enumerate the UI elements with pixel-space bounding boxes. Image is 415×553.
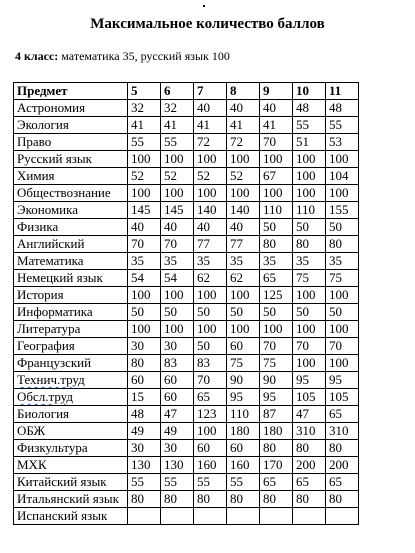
- subject-cell: [14, 508, 128, 525]
- score-cell: 70: [161, 236, 194, 253]
- score-cell: 110: [260, 202, 293, 219]
- score-cell: 47: [293, 406, 326, 423]
- score-cell: 100: [128, 321, 161, 338]
- score-cell: 50: [194, 304, 227, 321]
- score-cell: 50: [326, 304, 359, 321]
- score-cell: 60: [227, 338, 260, 355]
- score-cell: 40: [227, 219, 260, 236]
- table-row: [14, 389, 359, 406]
- score-cell: [194, 508, 227, 525]
- header-subject: Предмет: [14, 83, 128, 100]
- score-cell: 52: [227, 168, 260, 185]
- score-cell: 32: [128, 100, 161, 117]
- max-scores-table: [13, 82, 359, 525]
- score-cell: 100: [326, 151, 359, 168]
- score-cell: 77: [227, 236, 260, 253]
- score-cell: 100: [128, 151, 161, 168]
- table-row: [14, 355, 359, 372]
- score-cell: 80: [161, 491, 194, 508]
- score-cell: 160: [194, 457, 227, 474]
- subject-cell: [14, 134, 128, 151]
- score-cell: 54: [161, 270, 194, 287]
- score-cell: 70: [326, 338, 359, 355]
- header-grade-6: 6: [161, 83, 194, 100]
- score-cell: 67: [260, 168, 293, 185]
- score-cell: 51: [293, 134, 326, 151]
- score-cell: 310: [326, 423, 359, 440]
- table-row: [14, 508, 359, 525]
- score-cell: 60: [161, 389, 194, 406]
- score-cell: 65: [326, 406, 359, 423]
- score-cell: 80: [326, 491, 359, 508]
- subject-name: Испанский язык: [17, 508, 108, 523]
- header-grade-8: 8: [227, 83, 260, 100]
- score-cell: 62: [194, 270, 227, 287]
- score-cell: 100: [293, 151, 326, 168]
- score-cell: 50: [194, 338, 227, 355]
- score-cell: 35: [326, 253, 359, 270]
- score-cell: 41: [128, 117, 161, 134]
- score-cell: 104: [326, 168, 359, 185]
- score-cell: [326, 508, 359, 525]
- score-cell: 50: [260, 304, 293, 321]
- table-header-row: [14, 83, 359, 100]
- subject-cell: [14, 321, 128, 338]
- subject-cell: [14, 474, 128, 491]
- score-cell: 55: [128, 474, 161, 491]
- score-cell: 83: [161, 355, 194, 372]
- score-cell: 75: [293, 270, 326, 287]
- score-cell: 41: [161, 117, 194, 134]
- table-row: [14, 457, 359, 474]
- score-cell: 80: [326, 236, 359, 253]
- score-cell: 310: [293, 423, 326, 440]
- subject-name: Химия: [17, 168, 55, 183]
- subject-cell: [14, 338, 128, 355]
- header-grade-9: 9: [260, 83, 293, 100]
- subject-cell: [14, 287, 128, 304]
- score-cell: 145: [161, 202, 194, 219]
- score-cell: 35: [293, 253, 326, 270]
- score-cell: 155: [326, 202, 359, 219]
- score-cell: 100: [161, 151, 194, 168]
- subject-cell: [14, 304, 128, 321]
- subject-name: Информатика: [17, 304, 93, 319]
- score-cell: 70: [293, 338, 326, 355]
- header-grade-10: 10: [293, 83, 326, 100]
- score-cell: 65: [260, 474, 293, 491]
- subject-name: Физика: [17, 219, 59, 234]
- subject-name: Обсл.труд: [17, 389, 73, 404]
- score-cell: 180: [260, 423, 293, 440]
- subject-cell: [14, 355, 128, 372]
- subject-cell: [14, 457, 128, 474]
- table-row: [14, 304, 359, 321]
- score-cell: [293, 508, 326, 525]
- score-cell: 55: [326, 117, 359, 134]
- score-cell: 55: [227, 474, 260, 491]
- score-cell: 55: [293, 117, 326, 134]
- table-row: [14, 338, 359, 355]
- score-cell: 100: [293, 168, 326, 185]
- score-cell: 75: [326, 270, 359, 287]
- score-cell: 95: [227, 389, 260, 406]
- score-cell: 100: [161, 185, 194, 202]
- subject-cell: [14, 406, 128, 423]
- subject-name: Английский: [17, 236, 85, 251]
- score-cell: 55: [194, 474, 227, 491]
- subject-name: Русский язык: [17, 151, 92, 166]
- score-cell: 35: [194, 253, 227, 270]
- table-row: [14, 474, 359, 491]
- score-cell: 54: [128, 270, 161, 287]
- subject-cell: [14, 270, 128, 287]
- table-row: [14, 185, 359, 202]
- subject-name: Итальянский язык: [17, 491, 119, 506]
- score-cell: 105: [326, 389, 359, 406]
- score-cell: 60: [128, 372, 161, 389]
- score-cell: 52: [161, 168, 194, 185]
- score-cell: 65: [326, 474, 359, 491]
- score-cell: 105: [293, 389, 326, 406]
- table-body: [14, 100, 359, 525]
- score-cell: 30: [161, 338, 194, 355]
- score-cell: 100: [194, 423, 227, 440]
- page-title: Максимальное количество баллов: [90, 16, 325, 32]
- score-cell: 50: [293, 304, 326, 321]
- grade-4-text: математика 35, русский язык 100: [58, 49, 230, 63]
- score-cell: 80: [227, 491, 260, 508]
- score-cell: 90: [260, 372, 293, 389]
- score-cell: [227, 508, 260, 525]
- score-cell: 30: [128, 440, 161, 457]
- score-cell: 130: [128, 457, 161, 474]
- subject-cell: [14, 372, 128, 389]
- subject-cell: [14, 100, 128, 117]
- score-cell: 125: [260, 287, 293, 304]
- score-cell: 65: [194, 389, 227, 406]
- table-row: [14, 236, 359, 253]
- table-row: [14, 151, 359, 168]
- score-cell: 95: [326, 372, 359, 389]
- subject-cell: [14, 440, 128, 457]
- score-cell: 70: [128, 236, 161, 253]
- score-cell: [128, 508, 161, 525]
- score-cell: 40: [227, 100, 260, 117]
- score-cell: 70: [260, 338, 293, 355]
- score-cell: 80: [128, 355, 161, 372]
- subject-name: Астрономия: [17, 100, 86, 115]
- score-cell: 55: [128, 134, 161, 151]
- score-cell: 75: [260, 355, 293, 372]
- score-cell: 100: [194, 287, 227, 304]
- subject-name: Математика: [17, 253, 84, 268]
- score-cell: 77: [194, 236, 227, 253]
- score-cell: 50: [128, 304, 161, 321]
- score-cell: 80: [260, 440, 293, 457]
- grade-4-label: 4 класс:: [15, 49, 59, 63]
- subject-cell: [14, 389, 128, 406]
- score-cell: 60: [161, 372, 194, 389]
- score-cell: 100: [326, 321, 359, 338]
- subject-cell: [14, 168, 128, 185]
- score-cell: 140: [227, 202, 260, 219]
- table-row: [14, 406, 359, 423]
- score-cell: 55: [161, 134, 194, 151]
- table-row: [14, 134, 359, 151]
- subject-name: Китайский язык: [17, 474, 107, 489]
- header-grade-7: 7: [194, 83, 227, 100]
- score-cell: 100: [260, 151, 293, 168]
- score-cell: 140: [194, 202, 227, 219]
- subject-name: ОБЖ: [17, 423, 46, 438]
- header-grade-5: 5: [128, 83, 161, 100]
- score-cell: 100: [293, 355, 326, 372]
- score-cell: 123: [194, 406, 227, 423]
- score-cell: 60: [227, 440, 260, 457]
- score-cell: 48: [293, 100, 326, 117]
- score-cell: 80: [326, 440, 359, 457]
- score-cell: 53: [326, 134, 359, 151]
- score-cell: 35: [260, 253, 293, 270]
- score-cell: 100: [227, 287, 260, 304]
- score-cell: 52: [128, 168, 161, 185]
- score-cell: 100: [128, 185, 161, 202]
- score-cell: 110: [227, 406, 260, 423]
- subject-cell: [14, 236, 128, 253]
- subject-name: География: [17, 338, 75, 353]
- table-row: [14, 219, 359, 236]
- subject-name: История: [17, 287, 64, 302]
- subject-name: Экономика: [17, 202, 79, 217]
- subject-name: МХК: [17, 457, 47, 472]
- score-cell: 35: [161, 253, 194, 270]
- score-cell: 80: [260, 236, 293, 253]
- table-row: [14, 287, 359, 304]
- subject-cell: [14, 491, 128, 508]
- score-cell: 65: [293, 474, 326, 491]
- score-cell: 100: [260, 321, 293, 338]
- score-cell: 80: [128, 491, 161, 508]
- score-cell: 100: [128, 287, 161, 304]
- score-cell: 55: [161, 474, 194, 491]
- score-cell: 15: [128, 389, 161, 406]
- score-cell: 48: [128, 406, 161, 423]
- table-row: [14, 168, 359, 185]
- score-cell: 100: [194, 185, 227, 202]
- subject-name: Немецкий язык: [17, 270, 103, 285]
- score-cell: 110: [293, 202, 326, 219]
- subject-name: Экология: [17, 117, 69, 132]
- subject-cell: [14, 423, 128, 440]
- score-cell: 200: [326, 457, 359, 474]
- score-cell: 100: [326, 185, 359, 202]
- score-cell: 40: [128, 219, 161, 236]
- score-cell: 50: [326, 219, 359, 236]
- score-cell: 41: [194, 117, 227, 134]
- table-row: [14, 491, 359, 508]
- score-cell: 100: [227, 321, 260, 338]
- score-cell: 83: [194, 355, 227, 372]
- score-cell: 52: [194, 168, 227, 185]
- score-cell: 80: [293, 491, 326, 508]
- score-cell: 130: [161, 457, 194, 474]
- score-cell: 48: [326, 100, 359, 117]
- table-row: [14, 321, 359, 338]
- score-cell: 40: [194, 100, 227, 117]
- table-row: [14, 100, 359, 117]
- subject-cell: [14, 219, 128, 236]
- score-cell: 40: [194, 219, 227, 236]
- table-row: [14, 253, 359, 270]
- score-cell: [260, 508, 293, 525]
- score-cell: 95: [260, 389, 293, 406]
- score-cell: 100: [293, 185, 326, 202]
- table-row: [14, 202, 359, 219]
- score-cell: 100: [260, 185, 293, 202]
- score-cell: 72: [227, 134, 260, 151]
- score-cell: 100: [194, 321, 227, 338]
- subject-name: Французский: [17, 355, 92, 370]
- score-cell: 180: [227, 423, 260, 440]
- subject-cell: [14, 253, 128, 270]
- subject-name: Биология: [17, 406, 70, 421]
- score-cell: 100: [161, 287, 194, 304]
- score-cell: 40: [260, 100, 293, 117]
- score-cell: 32: [161, 100, 194, 117]
- subject-cell: [14, 185, 128, 202]
- score-cell: 100: [293, 287, 326, 304]
- score-cell: 35: [128, 253, 161, 270]
- score-cell: 72: [194, 134, 227, 151]
- subject-name: Право: [17, 134, 52, 149]
- table-row: [14, 423, 359, 440]
- score-cell: 50: [293, 219, 326, 236]
- score-cell: 40: [161, 219, 194, 236]
- header-grade-11: 11: [326, 83, 359, 100]
- score-cell: 170: [260, 457, 293, 474]
- score-cell: 80: [194, 491, 227, 508]
- score-cell: 80: [293, 236, 326, 253]
- score-cell: 60: [194, 440, 227, 457]
- score-cell: 41: [227, 117, 260, 134]
- score-cell: 95: [293, 372, 326, 389]
- subject-cell: [14, 202, 128, 219]
- score-cell: 100: [194, 151, 227, 168]
- score-cell: 62: [227, 270, 260, 287]
- subject-cell: [14, 151, 128, 168]
- score-cell: 200: [293, 457, 326, 474]
- score-cell: 145: [128, 202, 161, 219]
- subject-name: Литература: [17, 321, 81, 336]
- score-cell: 30: [128, 338, 161, 355]
- score-cell: 70: [194, 372, 227, 389]
- score-cell: 80: [260, 491, 293, 508]
- score-cell: 100: [161, 321, 194, 338]
- score-cell: 65: [260, 270, 293, 287]
- table-row: [14, 440, 359, 457]
- subject-name: Обществознание: [17, 185, 111, 200]
- score-cell: 100: [326, 287, 359, 304]
- score-cell: 70: [260, 134, 293, 151]
- score-cell: [161, 508, 194, 525]
- stray-dot: [203, 5, 205, 7]
- score-cell: 50: [260, 219, 293, 236]
- subject-name: Физкультура: [17, 440, 88, 455]
- score-cell: 100: [227, 185, 260, 202]
- score-cell: 49: [161, 423, 194, 440]
- score-cell: 30: [161, 440, 194, 457]
- score-cell: 35: [227, 253, 260, 270]
- score-cell: 75: [227, 355, 260, 372]
- score-cell: 80: [293, 440, 326, 457]
- subject-cell: [14, 117, 128, 134]
- score-cell: 87: [260, 406, 293, 423]
- score-cell: 100: [227, 151, 260, 168]
- table-row: [14, 117, 359, 134]
- table-row: [14, 372, 359, 389]
- grade-4-note: [15, 49, 230, 63]
- score-cell: 100: [293, 321, 326, 338]
- score-cell: 90: [227, 372, 260, 389]
- subject-name: Технич.труд: [17, 372, 85, 387]
- table-row: [14, 270, 359, 287]
- score-cell: 50: [161, 304, 194, 321]
- score-cell: 160: [227, 457, 260, 474]
- score-cell: 47: [161, 406, 194, 423]
- score-cell: 100: [326, 355, 359, 372]
- score-cell: 50: [227, 304, 260, 321]
- score-cell: 49: [128, 423, 161, 440]
- score-cell: 41: [260, 117, 293, 134]
